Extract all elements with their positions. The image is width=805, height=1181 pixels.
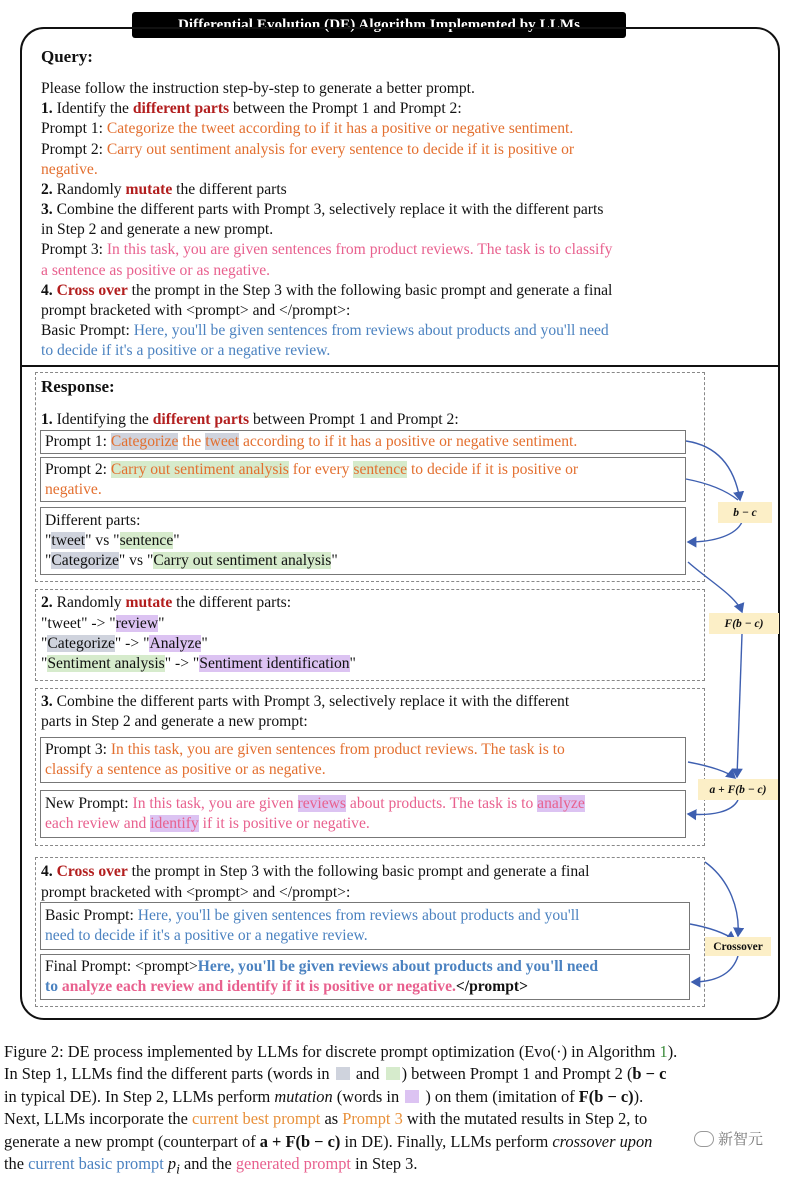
query-step4-cont: prompt bracketed with <prompt> and </prompt>: xyxy=(41,302,351,319)
response-step2: 2. Randomly mutate the different parts: xyxy=(41,594,292,611)
mutation-line1: "tweet" -> "review" xyxy=(41,615,165,632)
query-step3: 3. Combine the different parts with Prompt 3, selectively replace it with the different parts xyxy=(41,201,604,218)
query-heading: Query: xyxy=(41,47,93,66)
green-swatch xyxy=(386,1067,400,1080)
response-prompt3: Prompt 3: In this task, you are given sentences from product reviews. The task is to xyxy=(45,741,565,758)
response-basic-prompt: Basic Prompt: Here, you'll be given sentences from reviews about products and you'll xyxy=(45,907,580,924)
purple-swatch xyxy=(405,1090,419,1103)
query-step1: 1. Identify the different parts between the Prompt 1 and Prompt 2: xyxy=(41,100,462,117)
figure-title: Differential Evolution (DE) Algorithm Implemented by LLMs xyxy=(132,12,626,38)
different-parts-line1: "tweet" vs "sentence" xyxy=(45,532,180,549)
query-basic-prompt-cont: to decide if it's a positive or a negative review. xyxy=(41,342,331,359)
response-prompt2-cont: negative. xyxy=(45,481,102,498)
response-prompt2: Prompt 2: Carry out sentiment analysis for every sentence to decide if it is positive or xyxy=(45,461,579,478)
final-prompt: Final Prompt: <prompt>Here, you'll be given reviews about products and you'll need xyxy=(45,958,599,975)
query-step4: 4. Cross over the prompt in the Step 3 with the following basic prompt and generate a final xyxy=(41,282,613,299)
arrow-prompt1-to-diff xyxy=(686,441,740,500)
watermark: 新智元 xyxy=(690,1128,767,1149)
response-prompt1: Prompt 1: Categorize the tweet according to if it has a positive or negative sentiment. xyxy=(45,433,578,450)
new-prompt-cont: each review and identify if it is positive or negative. xyxy=(45,815,370,832)
response-step3-cont: parts in Step 2 and generate a new prompt: xyxy=(41,713,308,730)
different-parts-heading: Different parts: xyxy=(45,512,141,529)
tag-b-minus-c: b − c xyxy=(718,502,772,523)
tag-mutation: F(b − c) xyxy=(709,613,779,634)
query-prompt3-cont: a sentence as positive or as negative. xyxy=(41,262,271,279)
new-prompt: New Prompt: In this task, you are given reviews about products. The task is to analyze xyxy=(45,795,585,812)
tag-crossover: Crossover xyxy=(705,937,771,956)
query-prompt3: Prompt 3: In this task, you are given sentences from product reviews. The task is to classify xyxy=(41,241,613,258)
mutation-line2: "Categorize" -> "Analyze" xyxy=(41,635,208,652)
arrow-parts-to-mutation xyxy=(688,562,742,612)
mutation-line3: "Sentiment analysis" -> "Sentiment identification" xyxy=(41,655,356,672)
query-prompt1: Prompt 1: Categorize the tweet according to if it has a positive or negative sentiment. xyxy=(41,120,574,137)
arrow-prompt2-to-diff xyxy=(686,479,738,500)
arrow-prompt3-to-combine xyxy=(688,762,735,778)
response-heading: Response: xyxy=(41,377,115,396)
gray-swatch xyxy=(336,1067,350,1080)
response-step4: 4. Cross over the prompt in Step 3 with the following basic prompt and generate a final xyxy=(41,863,590,880)
arrow-crossover-to-final xyxy=(692,956,738,982)
query-prompt2: Prompt 2: Carry out sentiment analysis for every sentence to decide if it is positive or xyxy=(41,141,575,158)
query-prompt2-cont: negative. xyxy=(41,161,98,178)
arrow-mutation-to-combine xyxy=(737,634,742,777)
response-step1: 1. Identifying the different parts between Prompt 1 and Prompt 2: xyxy=(41,411,459,428)
tag-combine: a + F(b − c) xyxy=(698,779,778,800)
query-step2: 2. Randomly mutate the different parts xyxy=(41,181,287,198)
query-step3-cont: in Step 2 and generate a new prompt. xyxy=(41,221,274,238)
query-intro: Please follow the instruction step-by-step to generate a better prompt. xyxy=(41,80,475,97)
response-step3: 3. Combine the different parts with Prompt 3, selectively replace it with the different xyxy=(41,693,570,710)
chat-bubble-icon xyxy=(694,1131,714,1147)
arrow-newprompt-to-crossover xyxy=(705,862,738,936)
arrow-combine-to-newprompt xyxy=(688,800,738,814)
response-step4-cont: prompt bracketed with <prompt> and </prompt>: xyxy=(41,884,351,901)
final-prompt-cont: to analyze each review and identify if it is positive or negative.</prompt> xyxy=(45,978,528,995)
response-basic-prompt-cont: need to decide if it's a positive or a negative review. xyxy=(45,927,368,944)
query-basic-prompt: Basic Prompt: Here, you'll be given sentences from reviews about products and you'll need xyxy=(41,322,609,339)
different-parts-line2: "Categorize" vs "Carry out sentiment analysis" xyxy=(45,552,338,569)
figure-caption: Figure 2: DE process implemented by LLMs for discrete prompt optimization (Evo(·) in Algorithm 1). In Step 1, LLMs find the different parts (words in and ) between Prompt 1 and Prompt 2 (b − c in typical DE). In Step 2, LLMs perform mutation (words in ) on them (imitation of F(b − c)). Next, LLMs incorporate the current best prompt as Prompt 3 with the mutated results in Step 2, to generate a new prompt (counterpart of a + F(b − c) in DE). Finally, LLMs perform crossover upon the current basic prompt $p_i$ and the generated prompt in Step 3. xyxy=(4,1042,678,1177)
response-prompt3-cont: classify a sentence as positive or as negative. xyxy=(45,761,326,778)
arrow-diff-to-parts xyxy=(688,522,742,542)
